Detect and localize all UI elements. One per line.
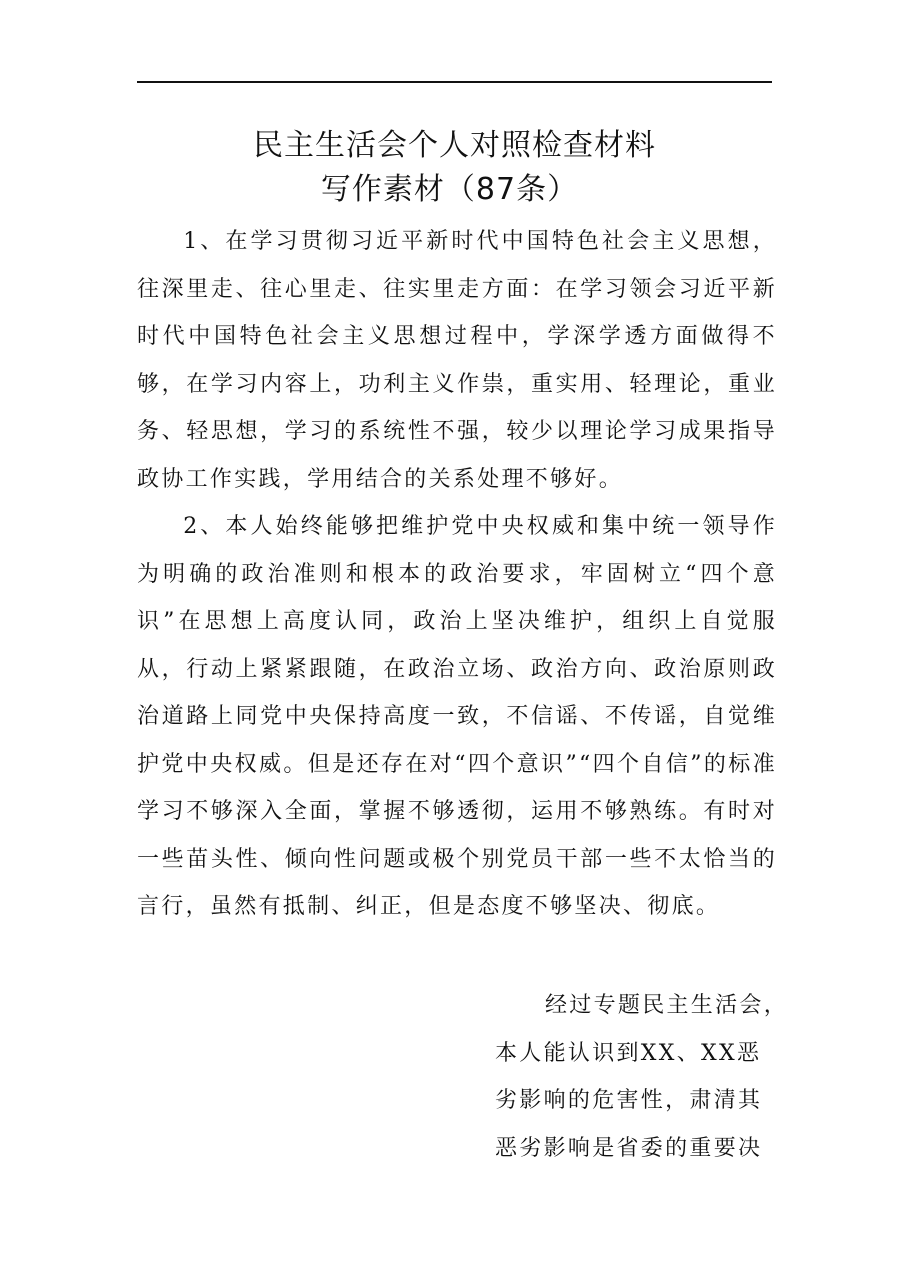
trailing-text-block	[495, 982, 789, 1172]
document-title: 民主生活会个人对照检查材料	[253, 128, 656, 163]
trailing-line-3: 劣影响的危害性，肃清其	[495, 1088, 763, 1113]
header-rule	[137, 81, 772, 83]
paragraph-1: 1、在学习贯彻习近平新时代中国特色社会主义思想，往深里走、往心里走、往实里走方面：在学习领会习近平新时代中国特色社会主义思想过程中，学深学透方面做得不够，在学习内容上，功利主义作祟，重实用、轻理论，重业务、轻思想，学习的系统性不强，较少以理论学习成果指导政协工作实践，学用结合的关系处理不够好。	[137, 229, 777, 492]
trailing-line-4: 恶劣影响是省委的重要决	[495, 1135, 763, 1161]
document-subtitle: 写作素材（87条）	[320, 172, 579, 207]
paragraph-2: 2、本人始终能够把维护党中央权威和集中统一领导作为明确的政治准则和根本的政治要求，牢固树立“四个意识”在思想上高度认同，政治上坚决维护，组织上自觉服从，行动上紧紧跟随，在政治立场、政治方向、政治原则政治道路上同党中央保持高度一致，不信谣、不传谣，自觉维护党中央权威。但是还存在对“四个意识”“四个自信”的标准学习不够深入全面，掌握不够透彻，运用不够熟练。有时对一些苗头性、倾向性问题或极个别党员干部一些不太恰当的言行，虽然有抵制、纠正，但是态度不够坚决、彻底。	[137, 514, 777, 919]
document-body	[137, 218, 777, 931]
trailing-line-1: 经过专题民主生活会，	[545, 993, 789, 1018]
trailing-line-2: 本人能认识到XX、XX恶	[495, 1040, 762, 1066]
